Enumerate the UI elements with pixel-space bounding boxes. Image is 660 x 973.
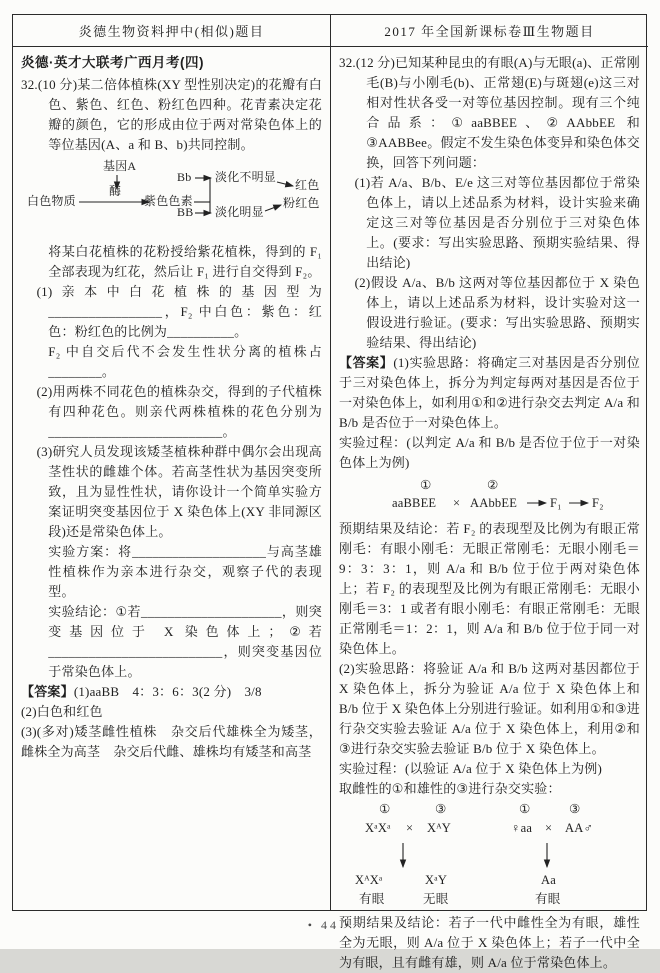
right-answer-think-2: (2)实验思路：将验证 A/a 和 B/b 这两对基因都位于 X 染色体上，拆分为验证 A/a 位于 X 染色体上和 B/b 位于 X 染色体上分别进行验证。如利用①和③进行杂交实验去验证 A/a 位于 X 染色体上，利用②和③进行杂交实验去验证 B/b 位于 X 染色体上。 (339, 661, 640, 756)
diagram-enzyme: 酶 (109, 184, 122, 198)
left-sub-question-1b: F₂ 中自交后代不会发生性状分离的植株占________。 (48, 344, 322, 379)
cross-2-left-strain-label-2: ③ (435, 802, 447, 816)
right-answer-process-2: 实验过程：(以验证 A/a 位于 X 染色体上为例) (339, 761, 603, 776)
left-sub-question-3: (3)研究人员发现该矮茎植株种群中偶尔会出现高茎性状的雌雄个体。若高茎性状为基因突变所致，且为显性性状，请你设计一个简单实验方案证明突变基因位于 X 染色体上(XY 非同源区段)还是常染色体上。 (36, 444, 322, 539)
cross-1-f1: F₁ (550, 496, 562, 510)
cross-2-left-child-2: XᵃY (425, 873, 448, 887)
right-answer-expect-1: 预期结果及结论：若 F₂ 的表现型及比例为有眼正常刚毛：有眼小刚毛：无眼正常刚毛：无眼小刚毛＝9：3：3：1，则 A/a 和 B/b 位于位于两对染色体上；若 F₂ 的表现型及比例为有眼正常刚毛：无眼小刚毛＝3：1 或者有眼小刚毛：有眼正常刚毛：无眼正常刚毛＝1：2：1，则 A/a 和 B/b 位于位于同一对染色体上。 (339, 521, 640, 656)
left-sub-question-1: (1)亲本中白花植株的基因型为_________________，F₂ 中白色：紫色：红色：粉红色的比例为__________。 (36, 284, 322, 339)
cross-2-right-times-sign: × (545, 821, 553, 835)
diagram-fade-strong: 淡化明显 (215, 205, 264, 219)
header-cell-left (13, 15, 331, 47)
right-answer-take: 取雌性的①和雄性的③进行杂交实验： (339, 781, 561, 796)
right-question-intro: 32.(12 分)已知某种昆虫的有眼(A)与无眼(a)、正常刚毛(B)与小刚毛(b)、正常翅(E)与斑翅(e)这三对相对性状各受一对等位基因控制。现有三个纯合品系：①aaBBEE、②AAbbEE 和③AABBee。假定不发生染色体变异和染色体交换，回答下列问题： (339, 55, 640, 170)
cross-1-parent-1: aaBBEE (392, 496, 437, 510)
left-experiment-conclusion: 实验结论：①若_____________________，则突变基因位于 X 染色体上；②若__________________________，则突变基因位于常染色体上。 (48, 604, 322, 679)
header-left-title: 炎德生物资料押中(相似)题目 (78, 24, 265, 39)
cross-2-left-phenotype-1: 有眼 (359, 892, 385, 906)
left-experiment-plan: 实验方案：将____________________与高茎雄性植株作为亲本进行杂交，观察子代的表现型。 (48, 544, 322, 599)
cross-1-f2: F₂ (592, 496, 604, 510)
right-sub-question-1: (1)若 A/a、B/b、E/e 这三对等位基因都位于常染色体上，请以上述品系为材料，设计实验来确定这三对等位基因是否分别位于三对染色体上。(要求：写出实验思路、预期实验结果、得出结论) (354, 175, 640, 270)
cross-2-right-phenotype: 有眼 (535, 892, 561, 906)
cross-2-left-phenotype-2: 无眼 (423, 892, 449, 906)
diagram-fade-weak: 淡化不明显 (215, 170, 277, 184)
left-question-intro: 32.(10 分)某二倍体植株(XY 型性别决定)的花瓣有白色、紫色、红色、粉红色四种。花青素决定花瓣的颜色，它的形成由位于两对常染色体上的等位基因(A、a 和 B、b)共同控制。 (21, 77, 322, 152)
cross-2-left-parent-1: XᵃXᵃ (365, 821, 391, 835)
diagram-pink: 粉红色 (283, 196, 320, 210)
left-column (13, 47, 331, 910)
diagram-bb-homo: BB (177, 205, 194, 219)
right-column (331, 47, 648, 970)
cross-diagram-2 (339, 801, 640, 911)
left-answer-1 (21, 682, 322, 702)
cross-2-left-times-sign: × (406, 821, 414, 835)
cross-2-left-parent-2: XᴬY (427, 821, 451, 835)
diagram-bb-hetero: Bb (177, 170, 192, 184)
cross-2-left-child-1: XᴬXᵃ (355, 873, 383, 887)
cross-1-strain-label-1: ① (420, 478, 432, 492)
left-answer-label: 【答案】 (21, 684, 74, 699)
cross-1-strain-label-2: ② (487, 478, 499, 492)
left-sub-question-2: (2)用两株不同花色的植株杂交，得到的子代植株有四种花色。则亲代两株植株的花色分别为__________________________。 (36, 384, 322, 439)
diagram-red: 红色 (295, 178, 320, 192)
right-answer-expect-2: 预期结果及结论：若子一代中雌性全为有眼，雄性全为无眼，则 A/a 位于 X 染色体上；若子一代中全为有眼，且有雌有雄，则 A/a 位于常染色体上。 (339, 915, 640, 970)
left-cross-intro: 将某白花植株的花粉授给紫花植株，得到的 F₁ 全部表现为红花，然后让 F₁ 进行自交得到 F₂。 (48, 244, 322, 279)
right-answer-think-1-text: (1)实验思路：将确定三对基因是否分别位于三对染色体上，拆分为判定每两对基因是否位于一对染色体上，如利用①和②进行杂交去判定 A/a 和 B/b 是否位于一对染色体上。 (339, 355, 640, 430)
right-answer-think-1 (339, 353, 640, 433)
cross-1-times-sign: × (453, 496, 461, 510)
cross-2-right-child: Aa (541, 873, 556, 887)
cross-1-parent-2: AAbbEE (470, 496, 518, 510)
diagram-gene-a: 基因A (103, 159, 137, 173)
cross-2-right-parent-1: ♀aa (511, 821, 533, 835)
cross-2-right-parent-2: AA♂ (565, 821, 594, 835)
exam-title: 炎德·英才大联考广西月考(四) (21, 55, 204, 70)
cross-diagram-1 (339, 475, 640, 517)
cross-2-left-strain-label-1: ① (379, 802, 391, 816)
header-right-title: 2017 年全国新课标卷Ⅲ生物题目 (384, 24, 595, 39)
page-number: • 44 • (307, 918, 353, 932)
diagram-white-substance: 白色物质 (27, 194, 76, 208)
right-answer-process-1: 实验过程：(以判定 A/a 和 B/b 是否位于位于一对染色体上为例) (339, 435, 640, 470)
left-answer-1-text: (1)aaBB 4：3：6：3(2 分) 3/8 (73, 684, 262, 699)
header-cell-right (331, 15, 648, 47)
right-sub-question-2: (2)假设 A/a、B/b 这两对等位基因都位于 X 染色体上，请以上述品系为材料，设计实验对这一假设进行验证。(要求：写出实验思路、预期实验结果、得出结论) (354, 275, 640, 350)
pigment-flow-diagram (27, 158, 322, 238)
left-answer-3: (3)(多对)矮茎雌性植株 杂交后代雄株全为矮茎，雌株全为高茎 杂交后代雌、雄株均有矮茎和高茎 (21, 724, 322, 759)
cross-2-right-strain-label-1: ① (519, 802, 531, 816)
cross-2-right-strain-label-2: ③ (569, 802, 581, 816)
diagram-purple-pigment: 紫色色素 (144, 194, 193, 208)
right-answer-label: 【答案】 (339, 355, 394, 370)
left-answer-2: (2)白色和红色 (21, 704, 103, 719)
